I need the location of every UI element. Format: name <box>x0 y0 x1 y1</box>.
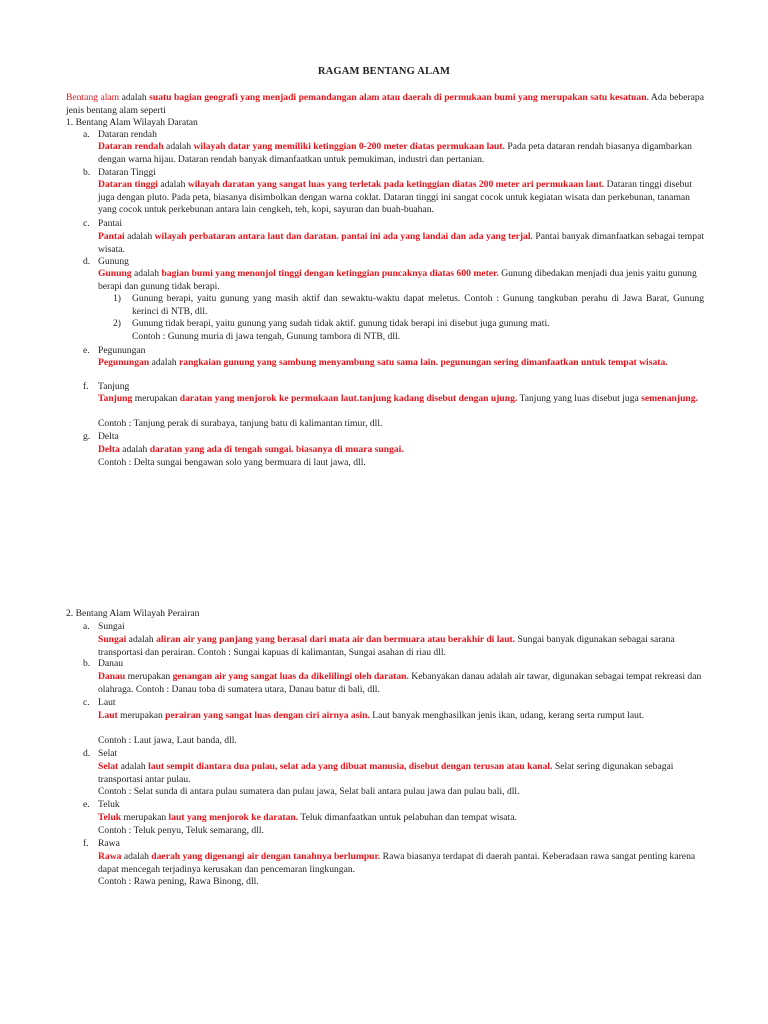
item-body <box>98 851 704 876</box>
item-rest: Pada peta dataran rendah biasanya digambarkan dengan warna hijau. Dataran rendah banyak dimanfaatkan untuk pemukiman, industri dan pertanian. <box>98 141 692 165</box>
item-w1: merupakan <box>132 393 180 404</box>
item-example: Contoh : Laut jawa, Laut banda, dll. <box>98 735 237 746</box>
section-heading-daratan: 1. Bentang Alam Wilayah Daratan <box>66 117 198 128</box>
item-letter: f. <box>83 838 89 849</box>
item-rest: Selat sering digunakan sebagai transportasi antar pulau. <box>98 761 674 785</box>
item-term: Danau <box>98 671 126 682</box>
item-heading: Rawa <box>98 838 120 849</box>
item-example: Contoh : Tanjung perak di surabaya, tanjung batu di kalimantan timur, dll. <box>98 418 383 429</box>
item-term: Selat <box>98 761 119 772</box>
item-rest: Sungai banyak digunakan sebagai sarana transportasi dan perairan. Contoh : Sungai kapuas di kalimantan, Sungai asahan di riau dll. <box>98 634 675 658</box>
item-body <box>98 357 704 370</box>
item-letter: a. <box>83 621 90 632</box>
item-term: Pantai <box>98 231 125 242</box>
item-term: Sungai <box>98 634 127 645</box>
item-term: Delta <box>98 444 120 455</box>
item-w1: adalah <box>131 268 162 279</box>
item-term: Dataran tinggi <box>98 179 158 190</box>
item-letter: a. <box>83 129 90 140</box>
item-body <box>98 634 704 659</box>
subitem-example: Contoh : Gunung muria di jawa tengah, Gunung tambora di NTB, dll. <box>132 331 401 342</box>
item-letter: e. <box>83 345 90 356</box>
item-letter: f. <box>83 381 89 392</box>
item-rest: Laut banyak menghasilkan jenis ikan, udang, kerang serta rumput laut. <box>369 710 645 721</box>
item-body <box>98 141 704 166</box>
item-letter: c. <box>83 218 90 229</box>
item-heading: Dataran Tinggi <box>98 167 156 178</box>
item-example: Contoh : Selat sunda di antara pulau sumatera dan pulau jawa, Selat bali antara pulau jawa dan pulau bali, dll. <box>98 786 520 797</box>
item-heading: Sungai <box>98 621 125 632</box>
subitem-text: Gunung berapi, yaitu gunung yang masih aktif dan sewaktu-waktu dapat meletus. Contoh : Gunung tangkuban perahu di Jawa Barat, Gunung kerinci di NTB, dll. <box>132 293 704 317</box>
intro-w1: adalah <box>119 92 150 103</box>
item-w1: adalah <box>163 141 194 152</box>
item-w1: adalah <box>121 851 152 862</box>
item-body <box>98 268 704 293</box>
item-w1: adalah <box>119 444 150 455</box>
subitem-number: 2) <box>113 318 121 329</box>
item-w1: merupakan <box>117 710 166 721</box>
item-definition: wilayah perbataran antara laut dan daratan. pantai ini ada yang landai dan ada yang terjal. <box>154 231 533 242</box>
item-letter: d. <box>83 256 91 267</box>
item-w1: merupakan <box>121 812 169 823</box>
intro-term: Bentang alam <box>66 92 120 103</box>
item-w1: adalah <box>124 231 155 242</box>
item-rest: Tanjung yang luas disebut juga <box>517 393 642 404</box>
item-body <box>98 671 704 696</box>
item-body <box>98 710 704 723</box>
item-extra-term: semenanjung. <box>641 393 698 404</box>
item-rest: Pantai banyak dimanfaatkan sebagai tempat wisata. <box>98 231 704 255</box>
item-body <box>98 812 704 825</box>
item-letter: b. <box>83 658 91 669</box>
item-rest: Gunung dibedakan menjadi dua jenis yaitu gunung berapi dan gunung tidak berapi. <box>98 268 697 292</box>
subitem-number: 1) <box>113 293 121 304</box>
item-heading: Pantai <box>98 218 122 229</box>
item-heading: Tanjung <box>98 381 130 392</box>
item-heading: Danau <box>98 658 124 669</box>
item-term: Dataran rendah <box>98 141 164 152</box>
subitem-text: Gunung tidak berapi, yaitu gunung yang sudah tidak aktif. gunung tidak berapi ini disebut juga gunung mati. <box>132 318 550 329</box>
item-w1: adalah <box>126 634 157 645</box>
item-w1: adalah <box>118 761 149 772</box>
item-w1: adalah <box>149 357 180 368</box>
item-w1: merupakan <box>125 671 173 682</box>
item-heading: Pegunungan <box>98 345 146 356</box>
item-heading: Dataran rendah <box>98 129 157 140</box>
item-definition: laut sempit diantara dua pulau, selat ada yang dibuat manusia, disebut dengan terusan atau kanal. <box>148 761 553 772</box>
item-body <box>98 231 704 256</box>
item-definition: genangan air yang sangat luas da dikelilingi oleh daratan. <box>172 671 409 682</box>
item-term: Pegunungan <box>98 357 150 368</box>
item-letter: c. <box>83 697 90 708</box>
intro-rest: Ada beberapa jenis bentang alam seperti <box>66 92 704 116</box>
item-letter: b. <box>83 167 91 178</box>
item-definition: laut yang menjorok ke daratan. <box>168 812 299 823</box>
item-heading: Gunung <box>98 256 129 267</box>
item-rest: Dataran tinggi disebut juga dengan pluto. Pada peta, biasanya disimbolkan dengan warna coklat. Dataran tinggi ini sangat cocok untuk kegiatan wisata dan perkebunan, tanaman yang cocok untuk perkebunan antara lain cengkeh, teh, kopi, sayuran dan buah-buahan. <box>98 179 692 216</box>
item-body <box>98 444 704 457</box>
item-example: Contoh : Delta sungai bengawan solo yang bermuara di laut jawa, dll. <box>98 457 366 468</box>
item-definition: wilayah datar yang memiliki ketinggian 0-200 meter diatas permukaan laut. <box>193 141 505 152</box>
item-heading: Delta <box>98 431 119 442</box>
item-definition: aliran air yang panjang yang berasal dari mata air dan bermuara atau berakhir di laut. <box>156 634 516 645</box>
page-title: RAGAM BENTANG ALAM <box>317 66 451 77</box>
item-term: Teluk <box>98 812 122 823</box>
item-definition: perairan yang sangat luas dengan ciri airnya asin. <box>165 710 370 721</box>
item-body <box>98 393 704 406</box>
item-body <box>98 179 704 217</box>
item-body <box>98 761 704 786</box>
item-heading: Laut <box>98 697 116 708</box>
item-letter: e. <box>83 799 90 810</box>
item-definition: daratan yang menjorok ke permukaan laut.tanjung kadang disebut dengan ujung. <box>179 393 518 404</box>
item-rest: Teluk dimanfaatkan untuk pelabuhan dan tempat wisata. <box>298 812 517 823</box>
item-term: Gunung <box>98 268 132 279</box>
item-definition: daerah yang digenangi air dengan tanahnya berlumpur. <box>151 851 381 862</box>
item-term: Laut <box>98 710 118 721</box>
item-rest: Rawa biasanya terdapat di daerah pantai. Keberadaan rawa sangat penting karena dapat mencegah terjadinya kerusakan dan pencemaran lingkungan. <box>98 851 696 875</box>
item-definition: rangkaian gunung yang sambung menyambung satu sama lain. pegunungan sering dimanfaatkan untuk tempat wisata. <box>179 357 668 368</box>
item-example: Contoh : Rawa pening, Rawa Binong, dll. <box>98 876 259 887</box>
item-term: Rawa <box>98 851 122 862</box>
section-heading-perairan: 2. Bentang Alam Wilayah Perairan <box>66 608 200 619</box>
item-term: Tanjung <box>98 393 133 404</box>
item-rest: Kebanyakan danau adalah air tawar, digunakan sebagai tempat rekreasi dan olahraga. Contoh : Danau toba di sumatera utara, Danau batur di bali, dll. <box>98 671 702 695</box>
item-definition: bagian bumi yang menonjol tinggi dengan ketinggian puncaknya diatas 600 meter. <box>161 268 499 279</box>
item-example: Contoh : Teluk penyu, Teluk semarang, dll. <box>98 825 264 836</box>
item-w1: adalah <box>157 179 188 190</box>
intro-definition: suatu bagian geografi yang menjadi pemandangan alam atau daerah di permukaan bumi yang merupakan satu kesatuan. <box>149 92 649 103</box>
item-heading: Selat <box>98 748 118 759</box>
item-letter: g. <box>83 431 91 442</box>
item-letter: d. <box>83 748 91 759</box>
item-definition: wilayah daratan yang sangat luas yang terletak pada ketinggian diatas 200 meter ari permukaan laut. <box>187 179 605 190</box>
item-heading: Teluk <box>98 799 120 810</box>
item-definition: daratan yang ada di tengah sungai. biasanya di muara sungai. <box>149 444 404 455</box>
